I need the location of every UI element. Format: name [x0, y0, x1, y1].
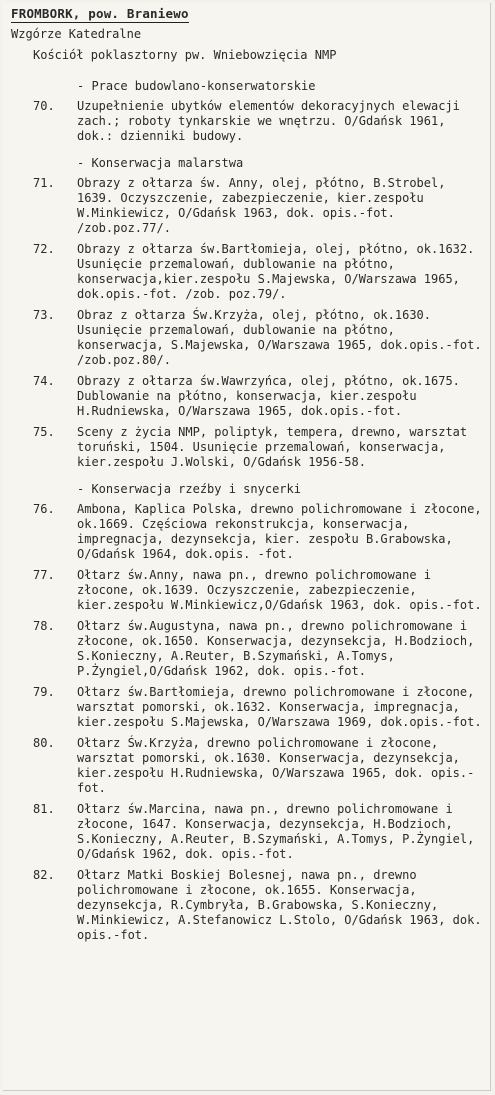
entry-row	[3, 502, 490, 562]
entry-number: 71.	[33, 176, 55, 190]
entry-text: Ołtarz św.Marcina, nawa pn., drewno polichromowane i złocone, 1647. Konserwacja, dezynsekcja, H.Bodzioch, S.Konieczny, A.Reuter, B.Szymański, A.Tomys, P.Żyngiel, O/Gdańsk 1962, dok. opis.-fot.	[77, 802, 475, 861]
entry-row	[3, 568, 490, 613]
entry-row	[3, 425, 490, 470]
entry-text: Sceny z życia NMP, poliptyk, tempera, drewno, warsztat toruński, 1504. Usunięcie przemalowań, konserwacja, kier.zespołu J.Wolski, O/Gdańsk 1956-58.	[77, 425, 468, 469]
entry-text: Ambona, Kaplica Polska, drewno polichromowane i złocone, ok.1669. Częściowa rekonstrukcja, konserwacja, impregnacja, dezynsekcja, kier. zespołu B.Grabowska, O/Gdańsk 1964, dok.opis. -fot.	[77, 502, 482, 561]
entry-row	[3, 308, 490, 368]
entry-text: Obrazy z ołtarza św.Bartłomieja, olej, płótno, ok.1632. Usunięcie przemalowań, dublowanie na płótno, konserwacja,kier.zespołu S.Majewska, O/Warszawa 1965, dok.opis.-fot. /zob. poz.79/.	[77, 242, 475, 301]
entry-row	[3, 685, 490, 730]
entry-row	[3, 374, 490, 419]
entry-number: 74.	[33, 374, 55, 388]
entry-row	[3, 99, 490, 144]
entry-number: 81.	[33, 802, 55, 816]
entry-row	[3, 619, 490, 679]
entry-text: Obrazy z ołtarza św. Anny, olej, płótno, B.Strobel, 1639. Oczyszczenie, zabezpieczenie, kier.zespołu W.Minkiewicz, O/Gdańsk 1963, dok. opis.-fot. /zob.poz.77/.	[77, 176, 446, 235]
section-title: - Prace budowlano-konserwatorskie	[77, 79, 316, 93]
entry-number: 77.	[33, 568, 55, 582]
entry-number: 72.	[33, 242, 55, 256]
section-title: - Konserwacja malarstwa	[77, 156, 244, 170]
entry-row	[3, 868, 490, 943]
entry-number: 82.	[33, 868, 55, 882]
entry-number: 70.	[33, 99, 55, 113]
entry-text: Obraz z ołtarza Św.Krzyża, olej, płótno, ok.1630. Usunięcie przemalowań, dublowanie na płótno, konserwacja, S.Majewska, O/Warszawa 1965, dok.opis.-fot. /zob.poz.80/.	[77, 308, 482, 367]
entry-text: Ołtarz św.Bartłomieja, drewno polichromowane i złocone, warsztat pomorski, ok.1632. Konserwacja, impregnacja, kier.zespołu S.Majewska, O/Warszawa 1969, dok.opis.-fot.	[77, 685, 482, 729]
entry-number: 78.	[33, 619, 55, 633]
entry-row	[3, 736, 490, 796]
entry-number: 75.	[33, 425, 55, 439]
entry-number: 80.	[33, 736, 55, 750]
entry-text: Uzupełnienie ubytków elementów dekoracyjnych elewacji zach.; roboty tynkarskie we wnętrzu. O/Gdańsk 1961, dok.: dzienniki budowy.	[77, 99, 460, 143]
entry-number: 73.	[33, 308, 55, 322]
entry-row	[3, 802, 490, 862]
entries-content	[3, 67, 490, 943]
document-card	[3, 3, 491, 1091]
entry-text: Ołtarz św.Anny, nawa pn., drewno polichromowane i złocone, ok.1639. Oczyszczenie, zabezpieczenie, kier.zespołu W.Minkiewicz,O/Gdańsk 1963, dok. opis.-fot.	[77, 568, 482, 612]
entry-text: Ołtarz Matki Boskiej Bolesnej, nawa pn., drewno polichromowane i złocone, ok.1655. Konserwacja, dezynsekcja, R.Cymbryła, B.Grabowska, S.Konieczny, W.Minkiewicz, A.Stefanowicz L.Stolo, O/Gdańsk 1963, dok. opis.-fot.	[77, 868, 482, 942]
entry-text: Obrazy z ołtarza św.Wawrzyńca, olej, płótno, ok.1675. Dublowanie na płótno, konserwacja, kier.zespołu H.Rudniewska, O/Warszawa 1965, dok.opis.-fot.	[77, 374, 460, 418]
location-heading: FROMBORK, pow. Braniewo	[11, 6, 189, 21]
entry-number: 79.	[33, 685, 55, 699]
church-heading: Kościół poklasztorny pw. Wniebowzięcia NMP	[33, 48, 337, 62]
entry-text: Ołtarz św.Augustyna, nawa pn., drewno polichromowane i złocone, ok.1650. Konserwacja, dezynsekcja, H.Bodzioch, S.Konieczny, A.Reuter, B.Szymański, A.Tomys, P.Żyngiel,O/Gdańsk 1962, dok. opis.-fot.	[77, 619, 475, 678]
site-heading: Wzgórze Katedralne	[11, 27, 142, 41]
entry-text: Ołtarz Św.Krzyża, drewno polichromowane i złocone, warsztat pomorski, ok.1630. Konserwacja, dezynsekcja, kier.zespołu H.Rudniewska, O/Warszawa 1965, dok. opis.-fot.	[77, 736, 475, 795]
entry-row	[3, 176, 490, 236]
section-title: - Konserwacja rzeźby i snycerki	[77, 482, 301, 496]
entry-row	[3, 242, 490, 302]
entry-number: 76.	[33, 502, 55, 516]
